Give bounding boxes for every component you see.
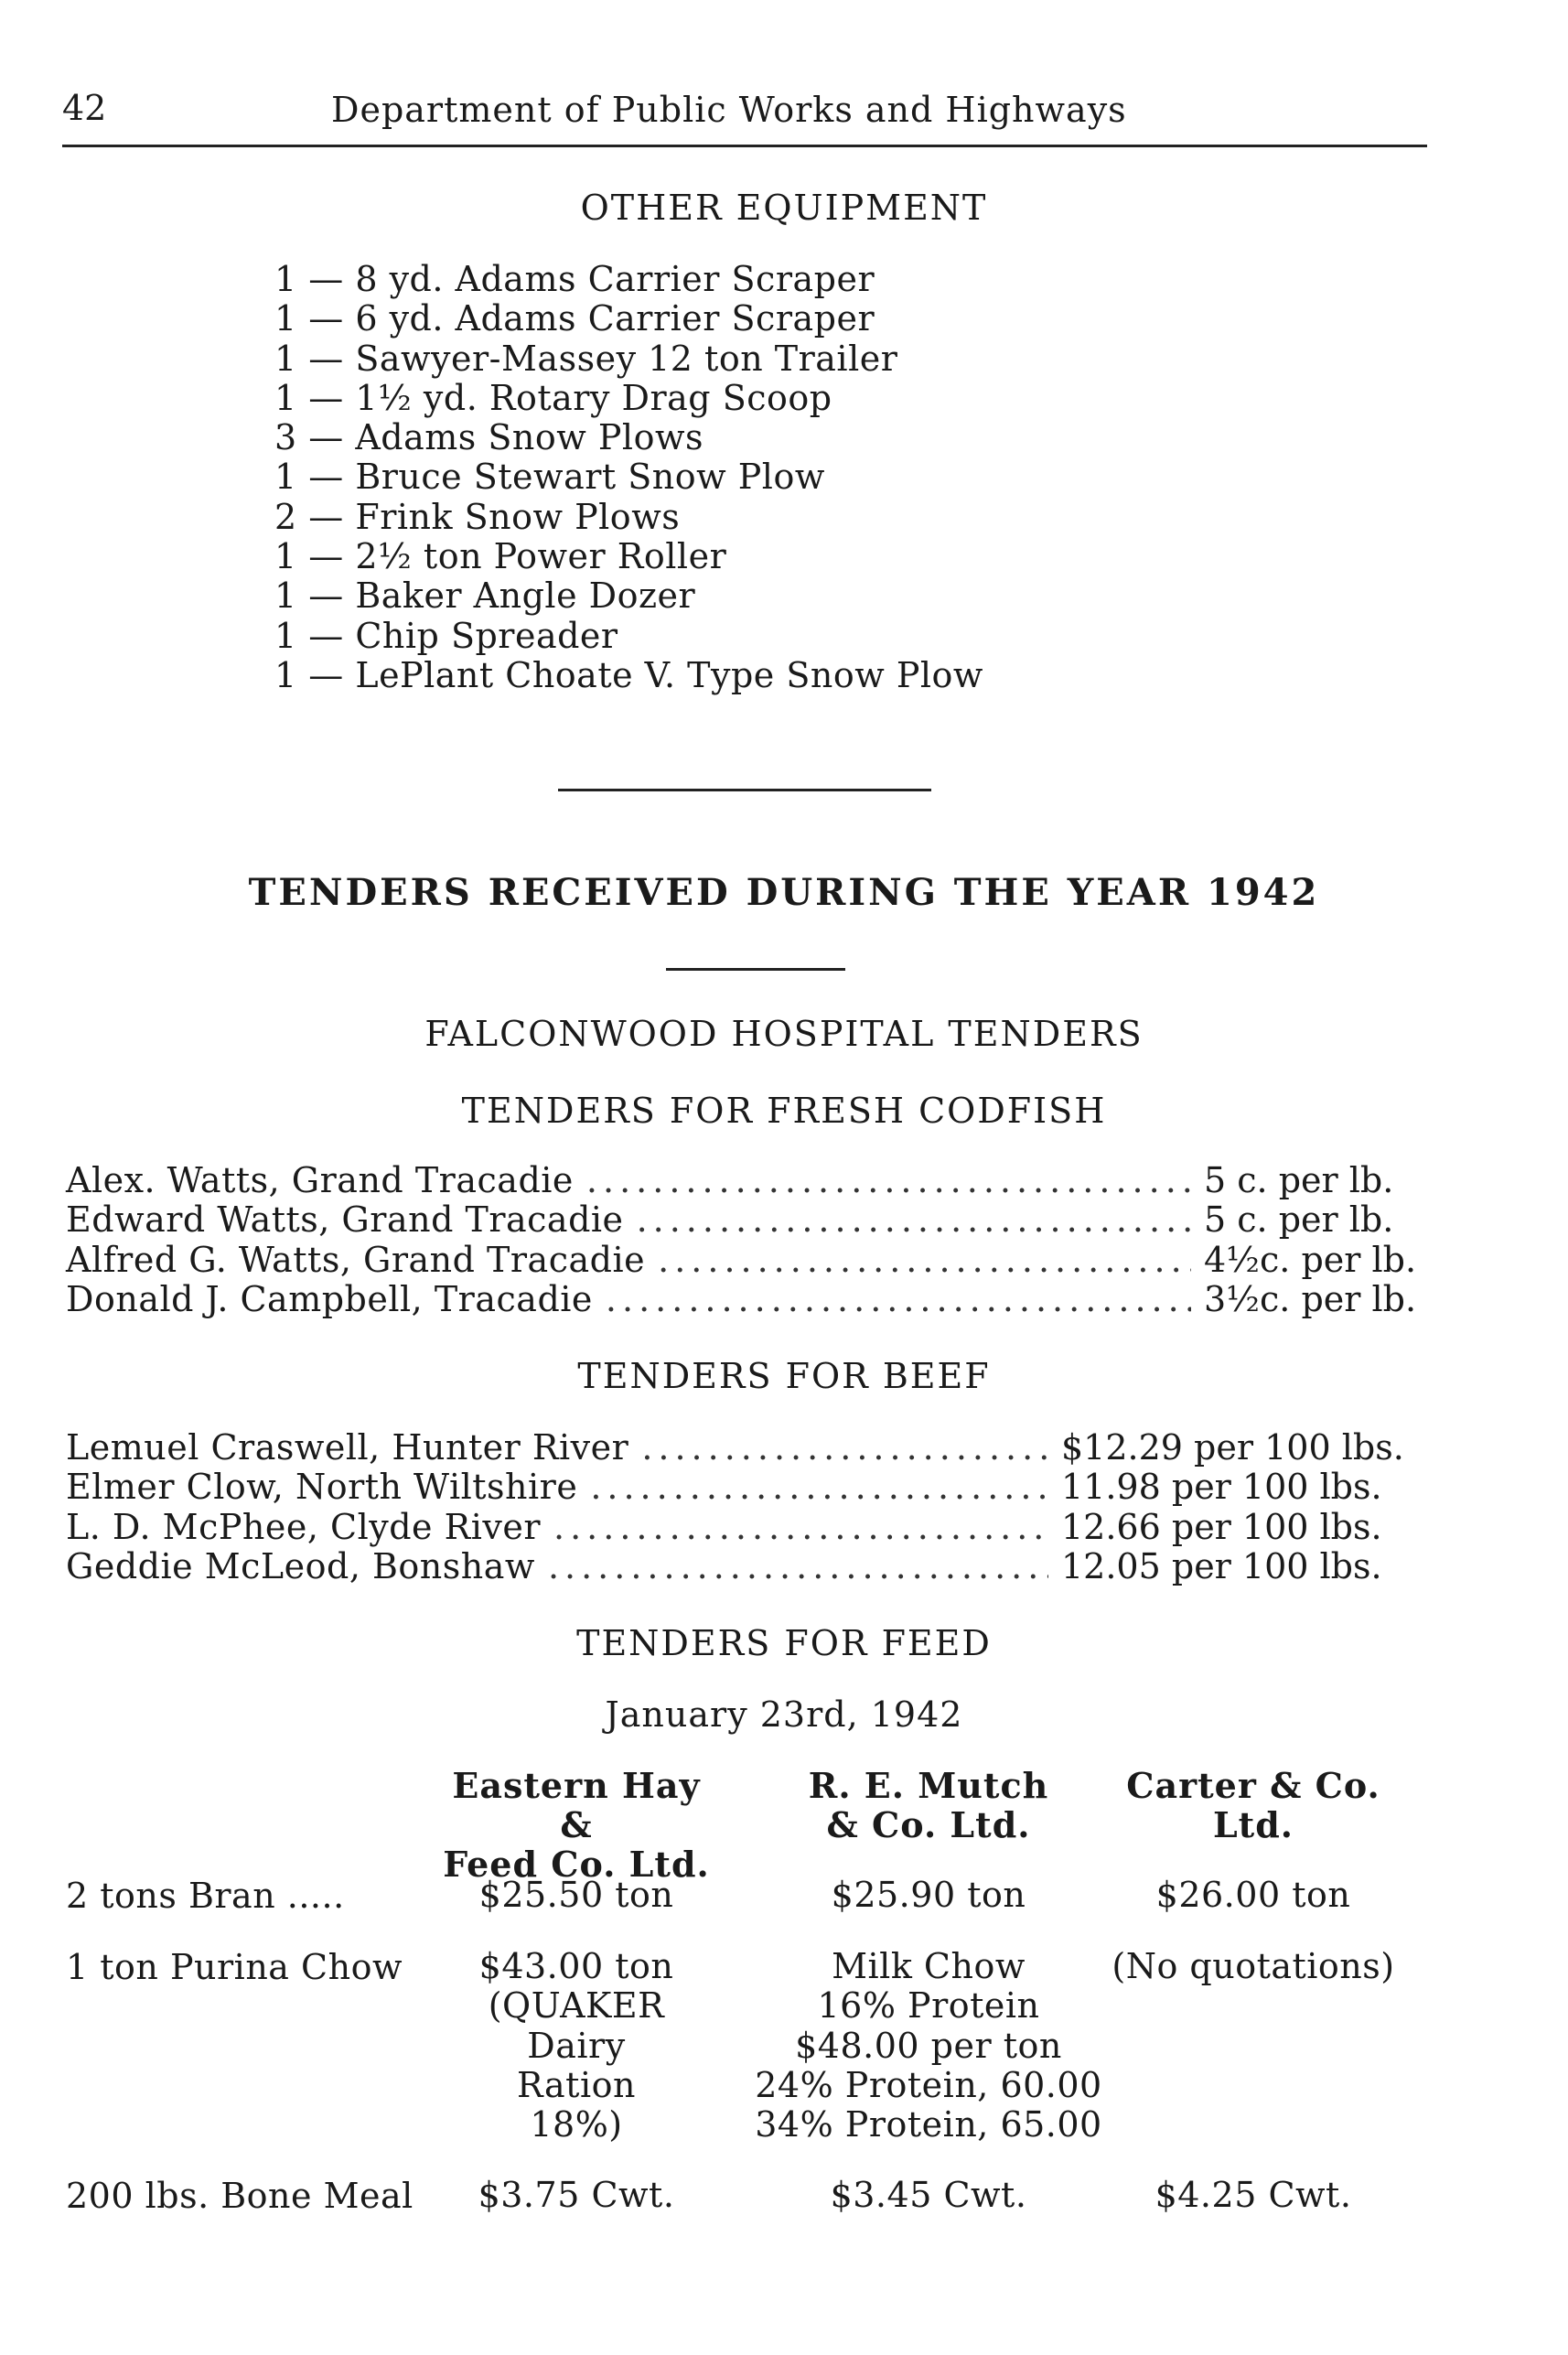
cell-line: $26.00 ton — [1155, 1875, 1351, 1915]
leader-dots — [586, 1160, 1191, 1200]
cell-line: Milk Chow — [832, 1946, 1026, 1986]
header-rule — [62, 145, 1427, 147]
list-item — [66, 1467, 1429, 1506]
list-item — [66, 1199, 1429, 1239]
page-number: 42 — [62, 88, 107, 128]
tenderer-name: Alex. Watts, Grand Tracadie — [66, 1160, 574, 1200]
list-item — [66, 1507, 1429, 1546]
list-item: 1 — Bruce Stewart Snow Plow — [274, 457, 825, 498]
section-divider — [558, 789, 931, 791]
leader-dots — [641, 1427, 1048, 1468]
cell-line: Ration — [517, 2064, 636, 2105]
feed-cell — [1098, 1876, 1409, 1915]
tender-price: 5 c. per lb. — [1204, 1199, 1394, 1241]
cell-line: $43.00 ton — [478, 1946, 674, 1986]
list-item: 1 — LePlant Choate V. Type Snow Plow — [274, 654, 983, 695]
list-item — [66, 1160, 1429, 1199]
tenderer-name: L. D. McPhee, Clyde River — [66, 1506, 542, 1547]
feed-row-label: 1 ton Purina Chow — [66, 1947, 403, 1987]
feed-cell — [430, 1947, 723, 2145]
cell-line: (QUAKER — [488, 1985, 665, 2027]
column-header-line: & Co. Ltd. — [826, 1804, 1031, 1845]
feed-cell — [1098, 1947, 1409, 1986]
cell-line: $4.25 Cwt. — [1155, 2175, 1352, 2215]
tender-price: 12.66 per 100 lbs. — [1061, 1506, 1382, 1547]
tenderer-name: Donald J. Campbell, Tracadie — [66, 1278, 593, 1319]
list-item — [66, 1279, 1429, 1318]
cell-line: $25.90 ton — [831, 1875, 1026, 1915]
tender-price: 3½c. per lb. — [1204, 1278, 1417, 1319]
list-item — [66, 1427, 1429, 1467]
leader-dots — [606, 1279, 1191, 1319]
beef-list — [66, 1427, 1429, 1586]
tender-price: 11.98 per 100 lbs. — [1061, 1467, 1382, 1508]
list-item: 1 — Chip Spreader — [274, 615, 618, 656]
feed-cell — [746, 2176, 1112, 2215]
cell-line: Dairy — [527, 2025, 626, 2066]
leader-dots — [553, 1507, 1048, 1547]
feed-cell — [430, 2176, 723, 2215]
feed-row-label: 200 lbs. Bone Meal — [66, 2176, 413, 2216]
column-header-line: Ltd. — [1212, 1804, 1294, 1845]
cell-line: 24% Protein, 60.00 — [755, 2064, 1102, 2105]
list-item — [66, 1240, 1429, 1279]
equipment-list — [274, 260, 983, 695]
cell-line: 18%) — [530, 2104, 623, 2145]
feed-column-header — [746, 1766, 1112, 1844]
cell-line: $3.45 Cwt. — [830, 2175, 1027, 2215]
tenders-heading: TENDERS RECEIVED DURING THE YEAR 1942 — [248, 871, 1320, 914]
tenderer-name: Alfred G. Watts, Grand Tracadie — [66, 1239, 646, 1280]
feed-date: January 23rd, 1942 — [605, 1694, 963, 1735]
running-head: Department of Public Works and Highways — [331, 90, 1127, 130]
list-item: 1 — Baker Angle Dozer — [274, 575, 696, 617]
list-item — [66, 1546, 1429, 1586]
leader-dots — [590, 1467, 1048, 1507]
column-header-line: R. E. Mutch — [808, 1765, 1049, 1806]
tender-price: 4½c. per lb. — [1204, 1239, 1417, 1280]
cell-line: $48.00 per ton — [795, 2025, 1062, 2066]
hospital-heading: FALCONWOOD HOSPITAL TENDERS — [424, 1014, 1144, 1054]
list-item: 2 — Frink Snow Plows — [274, 496, 681, 537]
codfish-list — [66, 1160, 1429, 1318]
list-item: 1 — 8 yd. Adams Carrier Scraper — [274, 259, 875, 299]
column-header-line: Eastern Hay & — [452, 1765, 701, 1845]
feed-cell — [746, 1876, 1112, 1915]
list-item: 3 — Adams Snow Plows — [274, 417, 703, 458]
feed-column-header — [430, 1766, 723, 1884]
feed-cell — [430, 1876, 723, 1915]
column-header-line: Carter & Co. — [1126, 1765, 1380, 1806]
tenderer-name: Lemuel Craswell, Hunter River — [66, 1427, 629, 1468]
feed-heading: TENDERS FOR FEED — [576, 1623, 992, 1663]
list-item: 1 — Sawyer-Massey 12 ton Trailer — [274, 338, 898, 379]
column-header-line: Feed Co. Ltd. — [443, 1844, 710, 1885]
leader-dots — [637, 1199, 1191, 1240]
tender-price: 12.05 per 100 lbs. — [1061, 1545, 1382, 1586]
feed-column-header — [1098, 1766, 1409, 1844]
tender-price: $12.29 per 100 lbs. — [1061, 1427, 1404, 1468]
feed-cell — [1098, 2176, 1409, 2215]
tenderer-name: Edward Watts, Grand Tracadie — [66, 1199, 624, 1241]
list-item: 1 — 1½ yd. Rotary Drag Scoop — [274, 377, 832, 418]
feed-cell — [746, 1947, 1112, 2145]
codfish-heading: TENDERS FOR FRESH CODFISH — [461, 1091, 1107, 1131]
cell-line: (No quotations) — [1112, 1946, 1395, 1986]
other-equipment-heading: OTHER EQUIPMENT — [580, 188, 988, 228]
section-divider — [666, 968, 845, 971]
tenderer-name: Elmer Clow, North Wiltshire — [66, 1467, 578, 1508]
tender-price: 5 c. per lb. — [1204, 1160, 1394, 1200]
cell-line: 34% Protein, 65.00 — [755, 2104, 1102, 2145]
tenderer-name: Geddie McLeod, Bonshaw — [66, 1545, 535, 1586]
list-item: 1 — 6 yd. Adams Carrier Scraper — [274, 298, 875, 339]
beef-heading: TENDERS FOR BEEF — [577, 1356, 991, 1396]
feed-row-label: 2 tons Bran ..... — [66, 1876, 345, 1916]
cell-line: 16% Protein — [817, 1985, 1040, 2027]
leader-dots — [658, 1240, 1191, 1280]
list-item: 1 — 2½ ton Power Roller — [274, 536, 727, 577]
cell-line: $25.50 ton — [478, 1875, 674, 1915]
leader-dots — [548, 1546, 1048, 1586]
cell-line: $3.75 Cwt. — [478, 2175, 675, 2215]
